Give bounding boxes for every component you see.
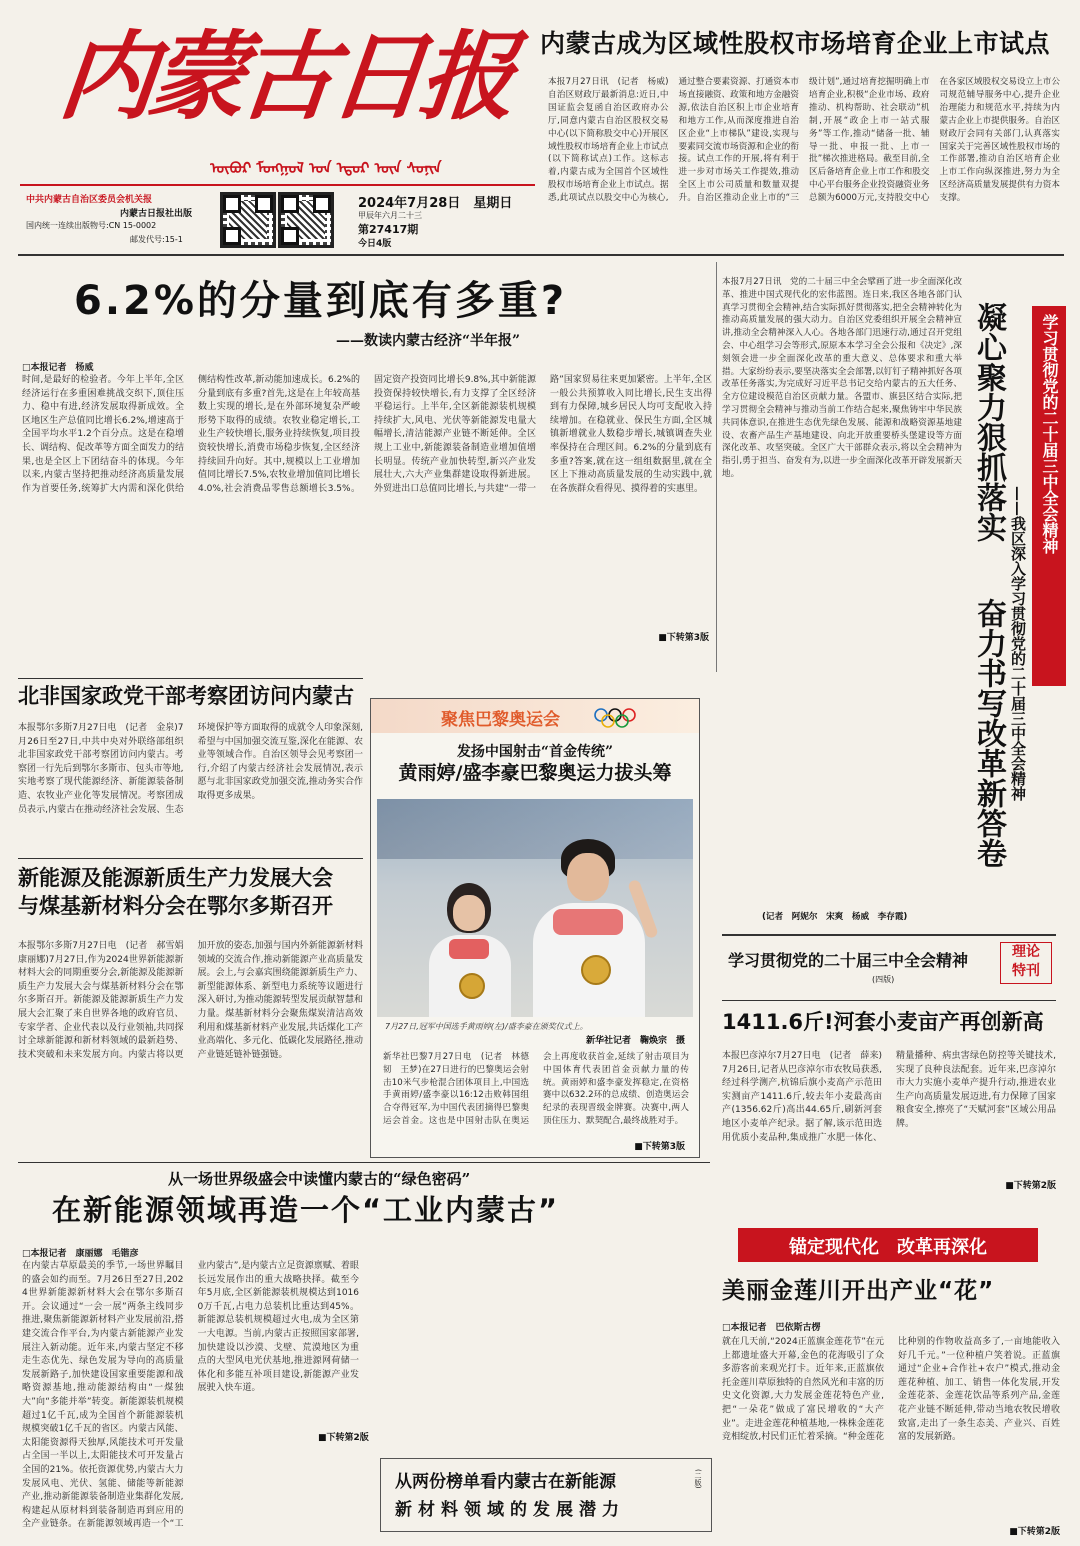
olympics-banner [371,699,699,733]
masthead [20,14,535,249]
masthead-mongolian-title: ᠥᠪᠦᠷ ᠮᠣᠩᠭᠣᠯ ᠤᠨ ᠡᠳᠦᠷ ᠦᠨ ᠰᠣᠨᠢᠨ [210,159,442,177]
photo-caption-text: 7月27日,冠军中国选手黄雨婷(左)/盛李豪在颁奖仪式上。 [385,1022,588,1031]
flower-headline[interactable]: 美丽金莲川开出产业“花” [722,1278,995,1304]
delegation-headline[interactable]: 北非国家政党干部考察团访问内蒙古 [18,684,354,708]
wheat-story [722,1010,1056,1190]
top-story-body: 本报7月27日讯 (记者 杨威)自治区财政厅最新消息:近日,中国证监会复函自治区政府办公厅,同意内蒙古自治区股权交易中心(以下简称股交中心)开展区域性股权市场培育企业上市试点(以下简称试点)工作。这标志着,内蒙古成为全国首个区域性股权市场培育企业上市试点。据悉,此项试点以股交中心为核心,通过整合要素资源、打通资本市场直接融资、政策和地方金融资源,依法自治区积上市企业培育和地方工作,从而深度推进自治区企业“上市梯队”建设,实现与要素同交流市场资源和企业的衔接。试点工作的开展,将有利于进一步对市场关工作提效,推动全区上市公司质量和数量双提升。自治区推动企业上市的“三级计划”,通过培育挖掘明确上市培育企业,积极“企业市场、政府推动、机构帮助、社会联动”机制,开展“政企上市一站式服务”等工作,推动“储备一批、辅导一批、申报一批、上市一批”梯次推进格局。截至目前,全区后备培育企业上市工作和股交中心平台服务企业投资融资业务总额为6000万元,支持股交中心在各家区域股权交易设立上市公司规范辅导服务中心,提升企业治理能力和规范水平,持续为内蒙古企业上市提供服务。自治区财政厅会同有关部门,认真落实国家关于完善区域性股权市场的工作部署,推动自治区培育企业上市工作向纵深推进,努力为全区经济高质量发展提供有力资本支撑。 [548,77,1060,204]
masthead-lunar: 甲辰年六月二十三 [358,211,422,220]
theory-column-box[interactable] [722,934,1056,992]
flower-body: 就在几天前,“2024正蓝旗金莲花节”在元上都遗址盛大开幕,金色的花海吸引了众多游客前来观光打卡。近年来,正蓝旗依托金莲川草原独特的自然风光和丰富的历史文化资源,大力发展金莲花特色产业,把“一朵花”做成了富民增收的“大产业”。走进金莲花种植基地,一株株金莲花竞相绽放,村民们正忙着采摘。“种金莲花比种别的作物收益高多了,一亩地能收入好几千元。”一位种植户笑着说。正蓝旗通过“企业+合作社+农户”模式,推动金莲花种植、加工、销售一体化发展,开发金莲花茶、金莲花饮品等系列产品,金莲花产业链不断延伸,带动当地农牧民增收致富,走出了一条生态美、产业兴、百姓富的发展新路。 [722,1337,1060,1443]
olympics-kicker: 发扬中国射击“首金传统” [456,744,614,760]
energy-story [18,866,363,1156]
theory-headline-line2[interactable]: 奋力书写改革新答卷 [971,598,1006,868]
qr-code-icon[interactable] [278,192,334,248]
feature-byline: □本报记者 杨威 [22,363,94,373]
green-sidebar-title-line2: 新材料领域的发展潜力 [395,1500,625,1520]
olympic-rings-icon [593,707,643,729]
green-jump[interactable]: ■下转第2版 [318,1433,369,1443]
green-body: 在内蒙古草原最美的季节,一场世界瞩目的盛会如约而至。7月26日至27日,2024世界新能源新材料大会在鄂尔多斯召开。会议通过“一会一展”两条主线同步推进,聚焦新能源新材料产业发展前沿,搭建交流合作平台,为内蒙古新能源产业发展注入新动能。近年来,内蒙古坚定不移走生态优先、绿色发展为导向的高质量发展新路子,加快建设国家重要能源和战略资源基地,推动能源结构由“一煤独大”向“多能并举”转变。新能源装机规模超过1亿千瓦,成为全国首个新能源装机规模突破1亿千瓦的省区。内蒙古风能、太阳能资源得天独厚,风能技术可开发量占全国一半以上,太阳能技术可开发量占全国的21%。依托资源优势,内蒙古大力发展风电、光伏、氢能、储能等新能源产业,推动新能源装备制造业集群化发展,构建起从原材料到装备制造再到应用的全产业链条。在新能源领域再造一个“工业内蒙古”,是内蒙古立足资源禀赋、着眼长远发展作出的重大战略抉择。截至今年5月底,全区新能源装机规模达到10160万千瓦,占电力总装机比重达到45%。新能源总装机规模超过火电,成为全区第一大电源。当前,内蒙古正按照国家部署,加快建设以沙漠、戈壁、荒漠地区为重点的大型风电光伏基地,推进源网荷储一体化和多能互补项目建设,新能源产业发展驶入快车道。 [22,1261,359,1530]
olympics-jump[interactable]: ■下转第3版 [634,1142,685,1152]
green-sidebar-title-line1: 从两份榜单看内蒙古在新能源 [395,1472,616,1492]
masthead-date: 2024年7月28日 星期日 [358,196,513,211]
delegation-story [18,684,363,854]
green-headline[interactable]: 在新能源领域再造一个“工业内蒙古” [52,1193,560,1227]
energy-body: 本报鄂尔多斯7月27日电 (记者 郝雪娟 康丽娜)7月27日,作为2024世界新能源新材料大会的同期重要分会,新能源及能源新质生产力发展大会与煤基新材料分会在鄂尔多斯召开。新能源及能源新质生产力发展大会汇聚了来自世界各地的政府官员、专家学者、企业代表以及行业领袖,共同探讨全球新能源和新材料领域的最新趋势、技术突破和未来发展方向。内蒙古将以更加开放的姿态,加强与国内外新能源新材料领域的交流合作,推动新能源产业高质量发展。会上,与会嘉宾围绕能源新质生产力、新型能源体系、新型电力系统等议题进行深入研讨,为推动能源转型发展贡献智慧和力量。煤基新材料分会聚焦煤炭清洁高效利用和煤基新材料产业发展,共话煤化工产业高端化、多元化、低碳化发展路径,推动产业链延链补链强链。 [18,941,363,1060]
theory-headline-line1[interactable]: 凝心聚力狠抓落实 [971,302,1006,542]
olympics-headline[interactable]: 黄雨婷/盛李豪巴黎奥运力拔头筹 [398,762,672,784]
green-story [18,1168,710,1538]
theory-vertical-banner-text: 学习贯彻党的二十届三中全会精神 [1040,314,1059,554]
flower-jump[interactable]: ■下转第2版 [1009,1527,1060,1537]
green-kicker: 从一场世界级盛会中读懂内蒙古的“绿色密码” [168,1170,471,1188]
modernization-banner[interactable] [738,1228,1038,1262]
flower-byline: □本报记者 巴依斯古楞 [722,1323,821,1333]
energy-headline-line2[interactable]: 与煤基新材料分会在鄂尔多斯召开 [18,894,333,919]
feature-headline[interactable]: 6.2%的分量到底有多重? [74,278,568,324]
olympics-story [370,698,700,1158]
theory-column-tag [1000,942,1052,984]
masthead-postal-code: 邮发代号:15-1 [130,235,183,244]
olympics-banner-text: 聚焦巴黎奥运会 [441,710,560,730]
masthead-issue: 第27417期 [358,223,419,236]
theory-subhead: ——我区深入学习贯彻党的二十届三中全会精神 [1009,486,1027,801]
olympics-photo[interactable] [377,799,693,1017]
green-sidebar-box[interactable] [380,1458,712,1532]
olympics-photo-caption [385,1021,689,1033]
theory-story [722,276,1067,926]
theory-body: 本报7月27日讯 党的二十届三中全会擘画了进一步全面深化改革、推进中国式现代化的宏伟蓝图。连日来,我区各地各部门认真学习贯彻全会精神,结合实际抓好贯彻落实,把全会精神转化为推动高质量发展的强大动力。自治区党委组织开展全会精神宣讲,推动全会精神深入人心。各地各部门迅速行动,通过召开党组会、中心组学习会等形式,原原本本学习全会公报和《决定》,深刻领会进一步全面深化改革的重大意义、总体要求和重大举措。大家纷纷表示,要坚决落实全会部署,以钉钉子精神抓好各项改革任务落实,为完成好习近平总书记交给内蒙古的五大任务、全方位建设模范自治区贡献力量。各盟市、旗县区结合实际,把学习贯彻全会精神与推动当前工作结合起来,聚焦铸牢中华民族共同体意识,在推进生态优先绿色发展、能源和战略资源基地建设、农畜产品生产基地建设、向北开放重要桥头堡建设等方面深化改革、攻坚突破。全区广大干部群众表示,将以全会精神为指引,勇于担当、奋发有为,以进一步全面深化改革开辟发展新天地。 [722,277,962,479]
theory-column-tag-line2: 特刊 [1012,963,1040,979]
top-story [540,30,1065,250]
masthead-cn-number: 国内统一连续出版物号:CN 15-0002 [26,221,157,230]
feature-jump[interactable]: ■下转第3版 [658,633,709,643]
theory-column-tag-line1: 理论 [1012,944,1040,960]
delegation-body: 本报鄂尔多斯7月27日电 (记者 金泉)7月26日至27日,中共中央对外联络部组织北非国家政党干部考察团访问内蒙古。考察团一行先后到鄂尔多斯市、包头市等地,实地考察了现代能源经济、新能源装备制造、农牧业产业化等发展情况。考察团成员表示,内蒙古在推动经济社会发展、生态环境保护等方面取得的成就令人印象深刻,希望与中国加强交流互鉴,深化在能源、农业等领域合作。自治区领导会见考察团一行,介绍了内蒙古经济社会发展情况,表示愿与北非国家政党加强交流,推动务实合作取得更多成果。 [18,723,363,815]
olympics-body: 新华社巴黎7月27日电 (记者 林德韧 王梦)在27日进行的巴黎奥运会射击10米气步枪混合团体项目上,中国选手黄雨婷/盛李豪以16:12击败韩国组合夺得冠军,为中国代表团摘得巴黎奥运会首金。这也是中国射击队在奥运会上再度收获首金,延续了射击项目为中国体育代表团首金贡献力量的传统。黄雨婷和盛李豪发挥稳定,在资格赛中以632.2环的总成绩、创造奥运会纪录的表现晋级金牌赛。决赛中,两人顶住压力、默契配合,最终战胜对手。 [383,1052,689,1126]
feature-story [18,262,713,682]
wheat-headline[interactable]: 1411.6斤!河套小麦亩产再创新高 [722,1010,1044,1034]
masthead-pages: 今日4版 [358,239,392,249]
theory-vertical-banner[interactable] [1032,306,1066,686]
wheat-jump[interactable]: ■下转第2版 [1005,1181,1056,1191]
flower-story [722,1278,1060,1540]
green-sidebar-note: (二版) [694,1469,702,1489]
wheat-body: 本报巴彦淖尔7月27日电 (记者 薛来)7月26日,记者从巴彦淖尔市农牧局获悉,经过科学测产,杭锦后旗小麦高产示范田实测亩产1411.6斤,较去年小麦最高亩产(1356.62斤)高出44.65斤,刷新河套地区小麦单产纪录。据了解,该示范田选用优质小麦品种,集成推广水肥一体化、精量播种、病虫害绿色防控等关键技术,实现了良种良法配套。近年来,巴彦淖尔市大力实施小麦单产提升行动,推进农业生产向高质量发展迈进,有力保障了国家粮食安全,擦亮了“天赋河套”区域公用品牌。 [722,1051,1056,1143]
modernization-banner-text: 锚定现代化 改革再深化 [789,1237,987,1258]
qr-code-icon[interactable] [220,192,276,248]
masthead-title: 内蒙古日报 [54,20,516,133]
theory-column-title: 学习贯彻党的二十届三中全会精神 [728,951,969,970]
theory-column-note: (四版) [872,975,895,984]
energy-headline-line1[interactable]: 新能源及能源新质生产力发展大会 [18,866,333,890]
green-byline: □本报记者 康丽娜 毛锴彦 [22,1249,139,1259]
feature-body: 时间,是最好的检验者。今年上半年,全区经济运行在多重困难挑战交织下,顶住压力、稳中有进,经济发展取得新成效。全区地区生产总值同比增长6.2%,增速高于全国平均水平1.2个百分点。这是在稳增长、调结构、促改革等方面全面发力的结果,也是全区上下团结奋斗的体现。今年以来,内蒙古坚持把推动经济高质量发展作为首要任务,统筹扩大内需和深化供给侧结构性改革,新动能加速成长。6.2%的分量到底有多重?首先,这是在上年较高基数上实现的增长,是在外部环境复杂严峻形势下取得的成绩。农牧业稳定增长,工业生产较快增长,服务业持续恢复,项目投资较快增长,消费市场稳步恢复,全区经济持续回升向好。其中,规模以上工业增加值同比增长7.5%,农牧业增加值同比增长4.0%,社会消费品零售总额增长3.5%。固定资产投资同比增长9.8%,其中新能源投资保持较快增长,有力支撑了全区经济平稳运行。上半年,全区新能源装机规模持续扩大,风电、光伏等新能源发电量大幅增长,清洁能源产业链不断延伸。全区规上工业中,新能源装备制造业增加值增长明显。传统产业加快转型,新兴产业发展壮大,六大产业集群建设取得新进展。外贸进出口总值同比增长,与共建“一带一路”国家贸易往来更加紧密。上半年,全区一般公共预算收入同比增长,民生支出得到有力保障,城乡居民人均可支配收入持续增加。在稳就业、保民生方面,全区城镇新增就业人数稳步增长,城镇调查失业率保持在合理区间。6.2%的分量到底有多重?答案,就在这一组组数据里,就在全区上下推动高质量发展的生动实践中,就在各族群众看得见、摸得着的实惠里。 [22,375,712,494]
masthead-sponsor: 中共内蒙古自治区委员会机关报 [26,195,153,205]
theory-credit: (记者 阿妮尔 宋爽 杨威 李存霞) [762,912,908,922]
feature-subhead: ——数读内蒙古经济“半年报” [336,333,521,349]
masthead-publisher: 内蒙古日报社出版 [120,209,193,219]
olympics-photo-credit: 新华社记者 鞠焕宗 摄 [585,1036,685,1046]
top-story-headline[interactable]: 内蒙古成为区域性股权市场培育企业上市试点 [540,29,1051,58]
